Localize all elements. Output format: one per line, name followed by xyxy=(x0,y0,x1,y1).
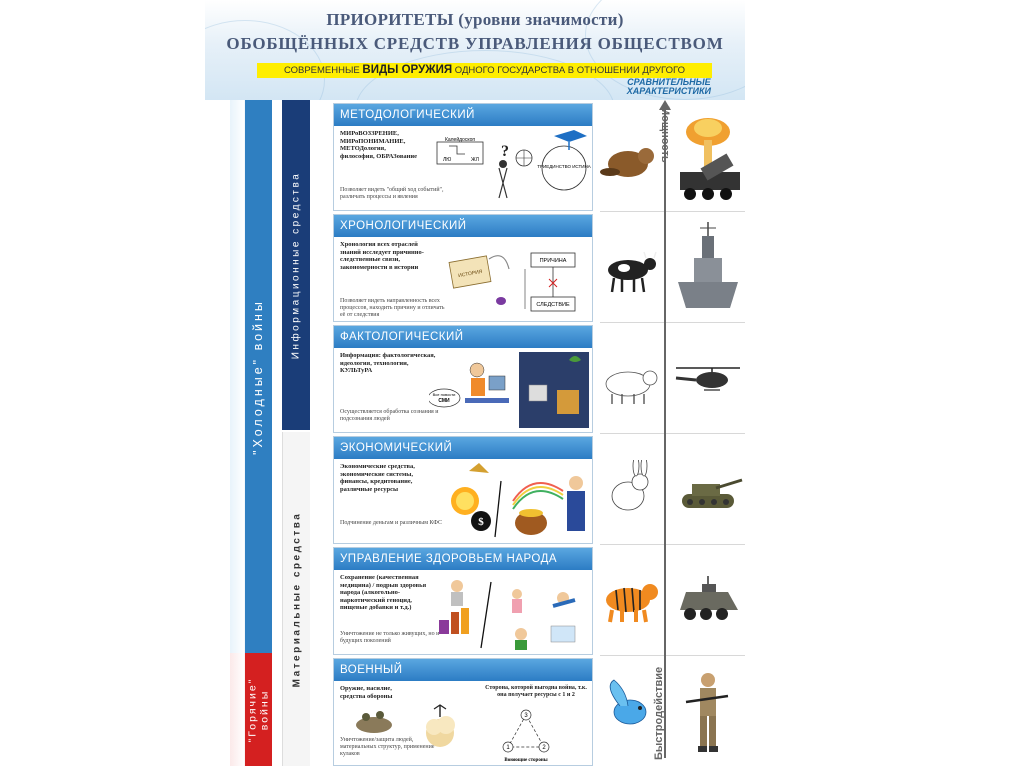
row-divider xyxy=(600,211,745,212)
beaver-icon xyxy=(600,130,660,190)
section-methodological xyxy=(333,103,593,211)
banner-main: ВИДЫ ОРУЖИЯ xyxy=(362,64,453,76)
chronology-illustration xyxy=(429,239,591,321)
cold-wars-band xyxy=(230,100,272,653)
art-label-all-news: Все новости xyxy=(432,392,456,397)
section-chronological xyxy=(333,214,593,322)
title-line-2: ОБОБЩЁННЫХ СРЕДСТВ УПРАВЛЕНИЯ ОБЩЕСТВОМ xyxy=(226,34,724,53)
row-divider xyxy=(600,322,745,323)
section-title: ЭКОНОМИЧЕСКИЙ xyxy=(334,437,592,459)
weapons-banner xyxy=(257,63,712,78)
svg-text:$: $ xyxy=(478,516,484,528)
soldier-icon xyxy=(672,668,744,758)
row-divider xyxy=(600,655,745,656)
health-illustration xyxy=(429,572,591,654)
section-text: МИРоВОЗЗРЕНИЕ, МИРоПОНИМАНИЕ, МЕТОДология, философия, ОБРАЗование xyxy=(340,130,417,160)
side-1-label: 1 xyxy=(506,745,510,751)
section-economic xyxy=(333,436,593,544)
hot-wars-band xyxy=(230,653,272,766)
section-note: Уничтожение/защита людей, материальных структур, применение кулаков xyxy=(340,737,435,757)
section-note: Уничтожение не только живущих, но и будущих поколений xyxy=(340,631,440,644)
section-title: УПРАВЛЕНИЕ ЗДОРОВЬЕМ НАРОДА xyxy=(334,548,592,570)
comparison-label-line-2: ХАРАКТЕРИСТИКИ xyxy=(626,86,711,96)
explosion-icon xyxy=(416,701,464,749)
factology-illustration xyxy=(429,350,591,432)
section-note: Позволяет видеть направленность всех процессов, находить причину и отличать её от следствия xyxy=(340,298,445,318)
banner-suffix: ОДНОГО ГОСУДАРСТВА В ОТНОШЕНИИ ДРУГОГО xyxy=(454,65,686,76)
section-factological xyxy=(333,325,593,433)
war-beneficiary-note: Сторона, которой выгодна война, т.к. она получает ресурсы с 1 и 2 xyxy=(485,685,587,698)
side-2-label: 2 xyxy=(542,745,546,751)
axis-label-power: Мощность xyxy=(659,106,671,163)
art-label-1: ЛЮ xyxy=(443,157,452,163)
section-title: ФАКТОЛОГИЧЕСКИЙ xyxy=(334,326,592,348)
hot-wars-label-line-1: "Горячие" xyxy=(246,677,258,742)
section-military xyxy=(333,658,593,766)
section-text: Экономические средства, экономические системы, финансы, кредитование, различные ресурсы xyxy=(340,463,415,493)
economics-illustration xyxy=(429,461,591,543)
polar-bear-icon xyxy=(600,352,660,412)
title-line-1: ПРИОРИТЕТЫ (уровни значимости) xyxy=(326,10,624,29)
missile-launcher-icon xyxy=(672,110,744,210)
section-note: Позволяет видеть "общий ход событий", различать процессы и явления xyxy=(340,187,444,200)
methodology-illustration xyxy=(429,128,591,210)
svg-text:?: ? xyxy=(501,143,509,160)
section-health-management xyxy=(333,547,593,655)
material-means-band xyxy=(282,432,310,766)
comparison-label-line-1: СРАВНИТЕЛЬНЫЕ xyxy=(627,77,711,87)
information-means-band xyxy=(282,100,310,430)
art-label-history: ИСТОРИЯ xyxy=(457,268,483,280)
comparison-label xyxy=(627,78,711,96)
helicopter-icon xyxy=(672,360,744,400)
warship-icon xyxy=(672,218,744,318)
hot-wars-label-line-2: войны xyxy=(258,689,270,730)
art-label-cause: ПРИЧИНА xyxy=(539,258,567,264)
power-speed-axis xyxy=(664,108,666,758)
hot-wars-label xyxy=(246,677,270,742)
art-label-effect: СЛЕДСТВИЕ xyxy=(536,302,570,308)
poster xyxy=(205,0,745,768)
banner-prefix: СОВРЕМЕННЫЕ xyxy=(283,65,360,76)
soldiers-group-icon xyxy=(354,707,394,735)
warring-sides-label: Воюющие стороны xyxy=(504,758,548,763)
bird-icon xyxy=(600,676,660,736)
axis-label-speed: Быстродействие xyxy=(653,666,665,760)
side-3-label: 3 xyxy=(524,713,528,719)
war-sides-diagram xyxy=(496,707,556,766)
section-title: ВОЕННЫЙ xyxy=(334,659,592,681)
art-label-media: СМИ xyxy=(438,398,450,404)
poster-header xyxy=(205,0,745,100)
armored-vehicle-icon xyxy=(672,570,744,630)
art-label-kaleidoscope: Калейдоскоп xyxy=(444,137,476,143)
section-text: Хронология всех отраслей знаний исследует причинно-следственные связи, закономерности в истории xyxy=(340,241,424,271)
art-label-trinity: ТРИЕДИНСТВО ИСТИНА xyxy=(537,164,591,169)
section-text: Информация: фактологическая, идеология, технологии, КУЛЬТуРА xyxy=(340,352,436,374)
information-means-label: Информационные средства xyxy=(290,171,302,359)
row-divider xyxy=(600,433,745,434)
bull-icon xyxy=(600,240,660,300)
cold-wars-label: "Холодные" войны xyxy=(251,298,266,455)
row-divider xyxy=(600,544,745,545)
material-means-label: Материальные средства xyxy=(291,511,303,687)
tank-icon xyxy=(672,462,744,522)
section-title: МЕТОДОЛОГИЧЕСКИЙ xyxy=(334,104,592,126)
section-note: Осуществляется обработка сознания и подсознания людей xyxy=(340,409,439,422)
section-note: Подчинение деньгам и различным КФС xyxy=(340,520,442,526)
art-label-2: ЖЛ xyxy=(471,157,479,163)
tiger-icon xyxy=(600,568,660,628)
section-text: Оружие, насилие, средства обороны xyxy=(340,685,393,700)
rabbit-icon xyxy=(600,460,660,520)
section-title: ХРОНОЛОГИЧЕСКИЙ xyxy=(334,215,592,237)
section-text: Сохранение (качественная медицина) / подрыв здоровья народа (алкогольно-наркотический геноцид, пищевые добавки и т.д.) xyxy=(340,574,427,611)
